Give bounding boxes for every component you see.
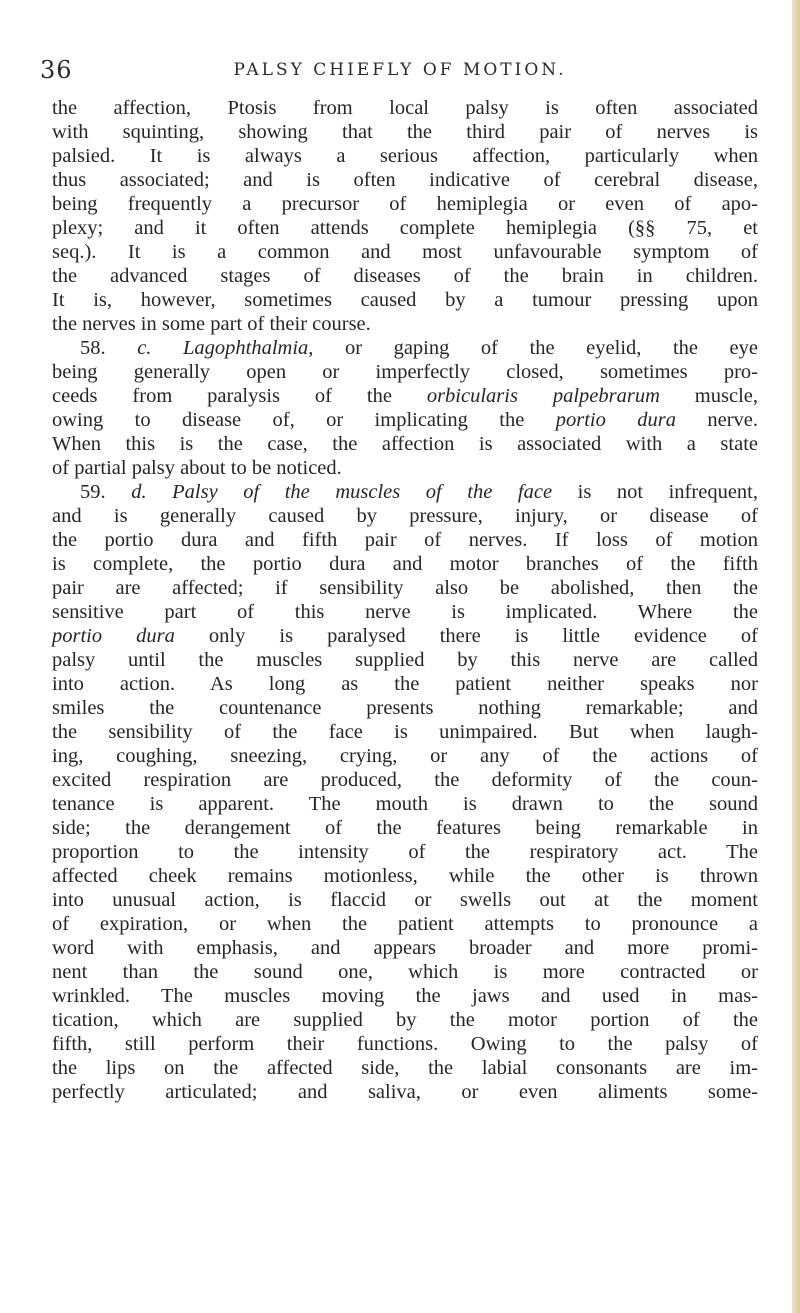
text-line: the nerves in some part of their course. [52,313,371,335]
text-line: wrinkled. The muscles moving the jaws and used in mas- [52,985,758,1007]
text-line: palsied. It is always a serious affection, particularly when [52,145,758,167]
text-line: being generally open or imperfectly closed, sometimes pro- [52,361,758,383]
text-line: affected cheek remains motionless, while the other is thrown [52,865,758,887]
text-line: plexy; and it often attends complete hemiplegia (§§ 75, et [52,217,758,239]
text-line: palsy until the muscles supplied by this nerve are called [52,649,758,671]
text-line: It is, however, sometimes caused by a tumour pressing upon [52,289,758,311]
text-line: excited respiration are produced, the deformity of the coun- [52,769,758,791]
text-line: of partial palsy about to be noticed. [52,457,342,479]
text-line: thus associated; and is often indicative of cerebral disease, [52,169,758,191]
text-line: into unusual action, is flaccid or swells out at the moment [52,889,758,911]
text-line: the sensibility of the face is unimpaired. But when laugh- [52,721,758,743]
paragraph-58-line: ceeds from paralysis of the orbicularis palpebrarum muscle, [52,385,758,407]
text-line: word with emphasis, and appears broader and more promi- [52,937,758,959]
text-line: nent than the sound one, which is more contracted or [52,961,758,983]
text-line: into action. As long as the patient neither speaks nor [52,673,758,695]
page-edge [792,0,800,1313]
text-line: tenance is apparent. The mouth is drawn to the sound [52,793,758,815]
paragraph-59-line: portio dura only is paralysed there is little evidence of [52,625,758,647]
running-head: PALSY CHIEFLY OF MOTION. [233,60,567,80]
text-line: proportion to the intensity of the respiratory act. The [52,841,758,863]
text-line: of expiration, or when the patient attempts to pronounce a [52,913,758,935]
body-text [52,96,758,1104]
text-line: being frequently a precursor of hemiplegia or even of apo- [52,193,758,215]
page-number: 36 [40,56,73,84]
paragraph-59-line: 59. d. Palsy of the muscles of the face is not infrequent, [80,481,758,503]
text-line: When this is the case, the affection is associated with a state [52,433,758,455]
text-line: pair are affected; if sensibility also be abolished, then the [52,577,758,599]
text-line: the advanced stages of diseases of the brain in children. [52,265,758,287]
text-line: and is generally caused by pressure, injury, or disease of [52,505,758,527]
text-line: side; the derangement of the features being remarkable in [52,817,758,839]
text-line: the portio dura and fifth pair of nerves. If loss of motion [52,529,758,551]
text-line: ing, coughing, sneezing, crying, or any of the actions of [52,745,758,767]
text-line: sensitive part of this nerve is implicated. Where the [52,601,758,623]
text-line: with squinting, showing that the third pair of nerves is [52,121,758,143]
paragraph-58-line: 58. c. Lagophthalmia, or gaping of the eyelid, the eye [80,337,758,359]
text-line: tication, which are supplied by the motor portion of the [52,1009,758,1031]
text-line: the lips on the affected side, the labial consonants are im- [52,1057,758,1079]
page-header [40,56,760,86]
text-line: seq.). It is a common and most unfavourable symptom of [52,241,758,263]
text-line: smiles the countenance presents nothing remarkable; and [52,697,758,719]
paragraph-58-line: owing to disease of, or implicating the portio dura nerve. [52,409,758,431]
text-line: the affection, Ptosis from local palsy is often associated [52,97,758,119]
text-line: fifth, still perform their functions. Owing to the palsy of [52,1033,758,1055]
text-line: is complete, the portio dura and motor branches of the fifth [52,553,758,575]
text-line: perfectly articulated; and saliva, or even aliments some- [52,1081,758,1103]
